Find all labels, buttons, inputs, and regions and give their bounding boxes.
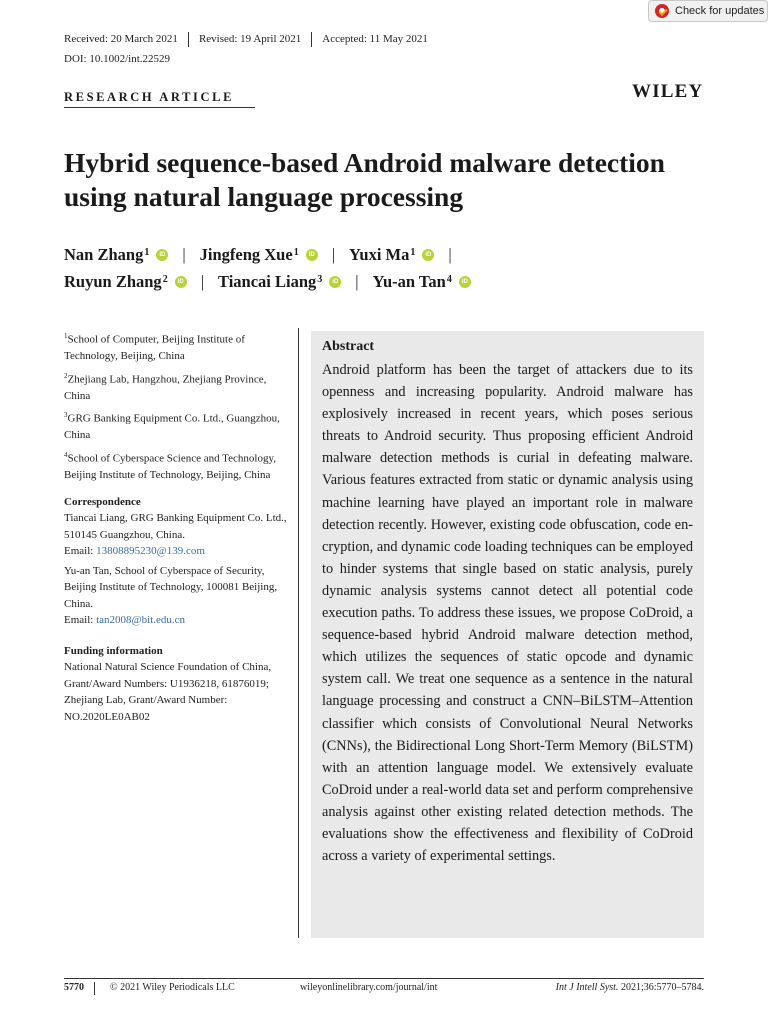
orcid-icon[interactable]: iD: [422, 249, 434, 261]
article-dates: [64, 31, 428, 47]
affiliation: $^4$School of Cyberspace Science and Technology, Beijing Institute of Technology, Beijing, China: [64, 450, 276, 482]
accepted-date: Accepted: 11 May 2021: [322, 33, 428, 45]
author-separator: |: [182, 245, 186, 264]
email-link[interactable]: 13808895230@139.com: [96, 545, 205, 558]
author-separator: |: [448, 245, 452, 264]
author-line-1: [64, 245, 466, 265]
citation: Int J Intell Syst. 2021;36:5770–5784.: [555, 982, 704, 993]
article-type-underline: [64, 107, 255, 108]
author-affiliation-mark: 2: [162, 273, 168, 285]
orcid-icon[interactable]: iD: [175, 276, 187, 288]
affiliation: $^3$GRG Banking Equipment Co. Ltd., Guangzhou, China: [64, 411, 280, 442]
abstract-text: Android platform has been the target of attackers due to its openness and increasing popularity. Android malware has explosively increased in recent years, which poses serious threats to Android security. Thus proposing efficient Android malware detection methods is curial in defeating malware. Various features extracted from static or dynamic analysis using machine learning have played an important role in malware detection recently. However, existing code obfuscation, code encryption, and dynamic code loading techniques can be employed to hinder systems that single based on static analysis, purely dynamic analysis systems cannot detect all potential code execution paths. To address these issues, we propose CoDroid, a sequence-based hybrid Android malware detection method, which utilizes the sequences of static opcode and dynamic system call. We treat one sequence as a sentence in the natural language processing and construct a CNN–BiLSTM–Attention classifier which consists of Convolutional Neural Networks (CNNs), the Bidirectional Long Short-Term Memory (BiLSTM) with an attention language model. We extensively evaluate CoDroid under a real-world data set and perform comprehensive analysis against other existing related detection methods. The evaluations show the effectiveness and flexibility of CoDroid across a variety of experimental settings.: [322, 362, 693, 865]
author-name: Ruyun Zhang: [64, 272, 162, 291]
page-number: 5770: [64, 982, 84, 993]
article-sidebar: [64, 328, 292, 725]
page-footer: [64, 982, 704, 998]
correspondence-heading: Correspondence: [64, 495, 141, 508]
author-line-2: [64, 272, 471, 292]
correspondence-entry: Tiancai Liang, GRG Banking Equipment Co. Ltd., 510145 Guangzhou, China. Email: 13808895230@139.com: [64, 512, 287, 558]
author-separator: |: [355, 272, 359, 291]
author-affiliation-mark: 4: [446, 273, 452, 285]
funding-text: National Natural Science Foundation of China, Grant/Award Numbers: U1936218, 61876019; Zhejiang Lab, Grant/Award Number: NO.2020LE0AB02: [64, 661, 272, 723]
column-divider: [298, 328, 299, 938]
orcid-icon[interactable]: iD: [329, 276, 341, 288]
date-separator: [188, 32, 189, 47]
check-updates-label: Check for updates: [675, 5, 765, 17]
check-for-updates-button[interactable]: [648, 0, 768, 22]
footer-rule: [64, 978, 704, 979]
author-separator: |: [331, 245, 335, 264]
author-name: Yu-an Tan: [372, 272, 446, 291]
paper-title: Hybrid sequence-based Android malware detection using natural language processing: [64, 147, 665, 212]
orcid-icon[interactable]: iD: [306, 249, 318, 261]
author-affiliation-mark: 3: [317, 273, 323, 285]
doi: DOI: 10.1002/int.22529: [64, 53, 171, 65]
author-name: Yuxi Ma: [349, 245, 410, 264]
abstract-box: [311, 331, 704, 938]
correspondence-entry: Yu-an Tan, School of Cyberspace of Security, Beijing Institute of Technology, 100081 Beijing, China. Email: tan2008@bit.edu.cn: [64, 564, 278, 627]
copyright: © 2021 Wiley Periodicals LLC: [110, 982, 235, 993]
author-name: Nan Zhang: [64, 245, 144, 264]
author-affiliation-mark: 1: [410, 246, 416, 258]
abstract-heading: Abstract: [322, 339, 375, 354]
footer-separator: [94, 982, 95, 995]
journal-url[interactable]: wileyonlinelibrary.com/journal/int: [300, 982, 438, 993]
received-date: Received: 20 March 2021: [64, 33, 178, 45]
affiliation: $^1$School of Computer, Beijing Institute of Technology, Beijing, China: [64, 332, 245, 363]
article-type: RESEARCH ARTICLE: [64, 90, 235, 104]
revised-date: Revised: 19 April 2021: [198, 33, 302, 45]
orcid-icon[interactable]: iD: [156, 249, 168, 261]
orcid-icon[interactable]: iD: [459, 276, 471, 288]
funding-heading: Funding information: [64, 644, 163, 657]
author-name: Jingfeng Xue: [199, 245, 293, 264]
date-separator: [311, 32, 312, 47]
author-name: Tiancai Liang: [218, 272, 317, 291]
author-affiliation-mark: 1: [293, 246, 299, 258]
author-separator: |: [200, 272, 204, 291]
publisher-logo: WILEY: [632, 81, 704, 102]
email-link[interactable]: tan2008@bit.edu.cn: [96, 614, 186, 627]
check-updates-icon: [655, 4, 669, 18]
affiliation: $^2$Zhejiang Lab, Hangzhou, Zhejiang Province, China: [64, 371, 267, 402]
author-affiliation-mark: 1: [144, 246, 150, 258]
